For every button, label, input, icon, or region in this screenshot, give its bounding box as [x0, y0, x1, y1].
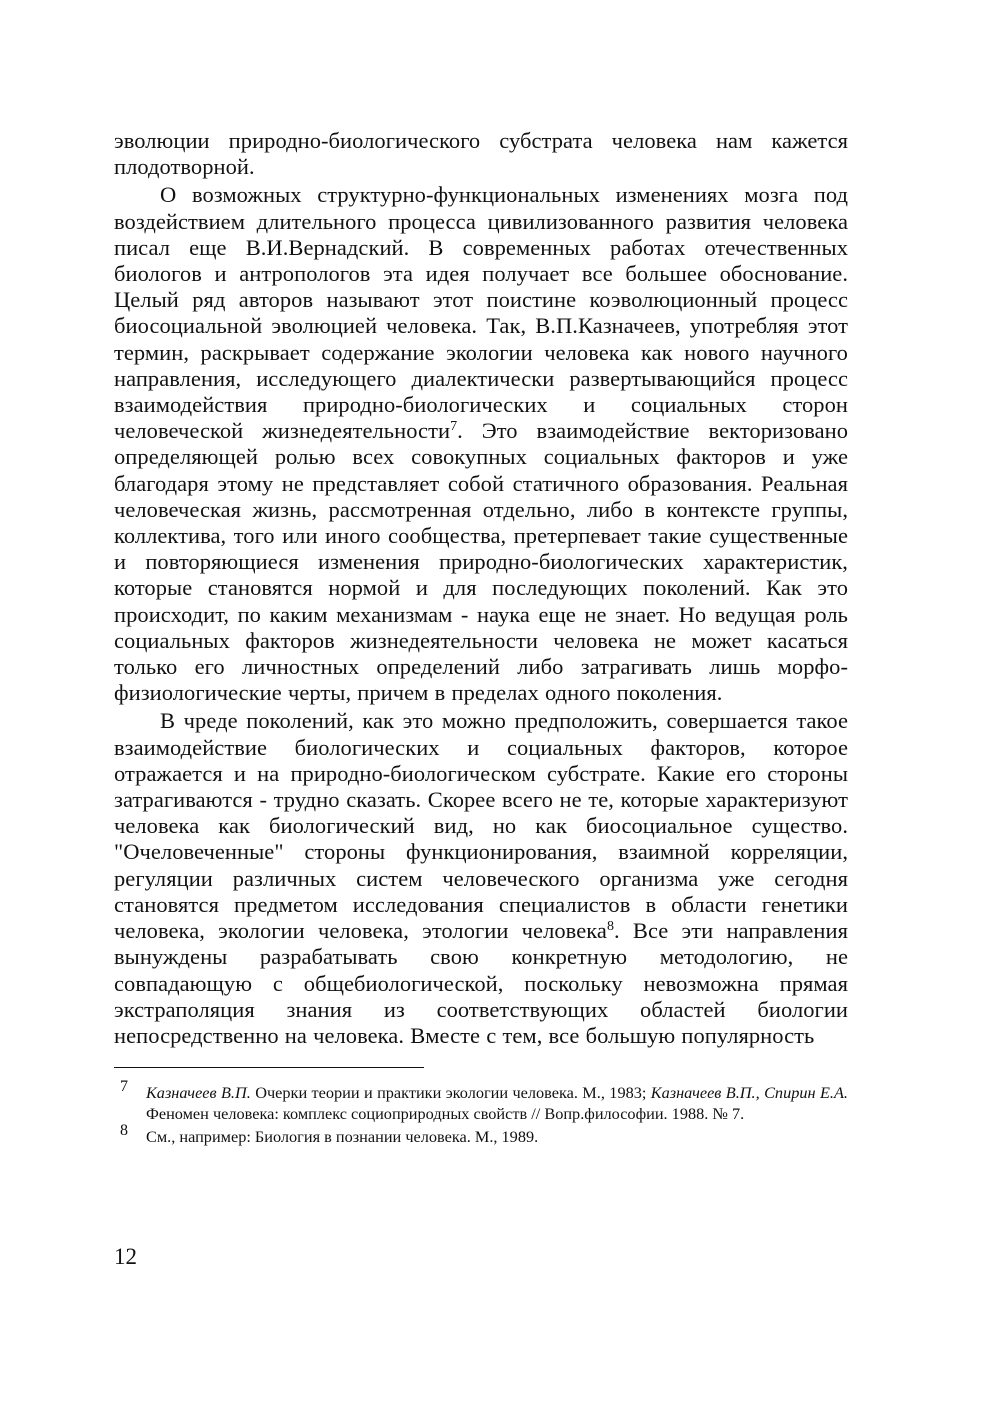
- paragraph-text-part-b: . Все эти направления вынуждены разрабатывать свою конкретную методологию, не совпадающую с общебиологической, поскольку невозможна прямая экстраполяция знания из соответствующих областей биологии непосредственно на человека. Вместе с тем, все большую популярность: [114, 918, 848, 1048]
- footnote-7: [114, 1078, 848, 1124]
- footnote-divider: [114, 1067, 424, 1068]
- paragraph-text-part-a: В чреде поколений, как это можно предположить, совершается такое взаимодействие биологических и социальных факторов, которое отражается и на природно-биологическом субстрате. Какие его стороны затрагиваются - трудно сказать. Скорее всего не те, которые характеризуют человека как биологический вид, но как биосоциальное существо. "Очеловеченные" стороны функционирования, взаимной корреляции, регуляции различных систем человеческого организма уже сегодня становятся предметом исследования специалистов в области генетики человека, экологии человека, этологии человека: [114, 708, 848, 944]
- paragraph-generations: [114, 708, 848, 1049]
- page-body: [114, 128, 848, 1147]
- paragraph-vernadsky: [114, 182, 848, 706]
- footnote-text: Феномен человека: комплекс социоприродных свойств // Вопр.философии. 1988. № 7.: [146, 1104, 745, 1124]
- footnote-8: [114, 1122, 848, 1147]
- footnote-number: 8: [120, 1122, 128, 1140]
- paragraph-text: эволюции природно-биологического субстрата человека нам кажется плодотворной.: [114, 128, 848, 180]
- footnote-author: Казначеев В.П.: [146, 1083, 251, 1103]
- paragraph-text-part-a: О возможных структурно-функциональных изменениях мозга под воздействием длительного процесса цивилизованного развития человека писал еще В.И.Вернадский. В современных работах отечественных биологов и антропологов эта идея получает все большее обоснование. Целый ряд авторов называют этот поистине коэволюционный процесс биосоциальной эволюцией человека. Так, В.П.Казначеев, употребляя этот термин, раскрывает содержание экологии человека как нового научного направления, исследующего диалектически развертывающийся процесс взаимодействия природно-биологических и социальных сторон человеческой жизнедеятельности: [114, 182, 848, 444]
- footnote-author: Казначеев В.П., Спирин Е.А.: [650, 1083, 848, 1103]
- footnote-number: 7: [120, 1078, 128, 1096]
- footnote-reference-8: 8: [606, 919, 614, 935]
- footnote-reference-7: 7: [450, 419, 458, 435]
- page-number: 12: [114, 1244, 137, 1269]
- footnote-text: См., например: Биология в познании человека. М., 1989.: [146, 1127, 539, 1147]
- paragraph-text-part-b: . Это взаимодействие векторизовано определяющей ролью всех совокупных социальных факторов и уже благодаря этому не представляет собой статичного образования. Реальная человеческая жизнь, рассмотренная отдельно, либо в контексте группы, коллектива, того или иного сообщества, претерпевает такие существенные и повторяющиеся изменения природно-биологических характеристик, которые становятся нормой и для последующих поколений. Как это происходит, по каким механизмам - наука еще не знает. Но ведущая роль социальных факторов жизнедеятельности человека не может касаться только его личностных определений либо затрагивать лишь морфо-физиологические черты, причем в пределах одного поколения.: [114, 418, 849, 706]
- paragraph-continuation: [114, 128, 848, 180]
- footnote-text: Очерки теории и практики экологии человека. М., 1983;: [250, 1083, 651, 1103]
